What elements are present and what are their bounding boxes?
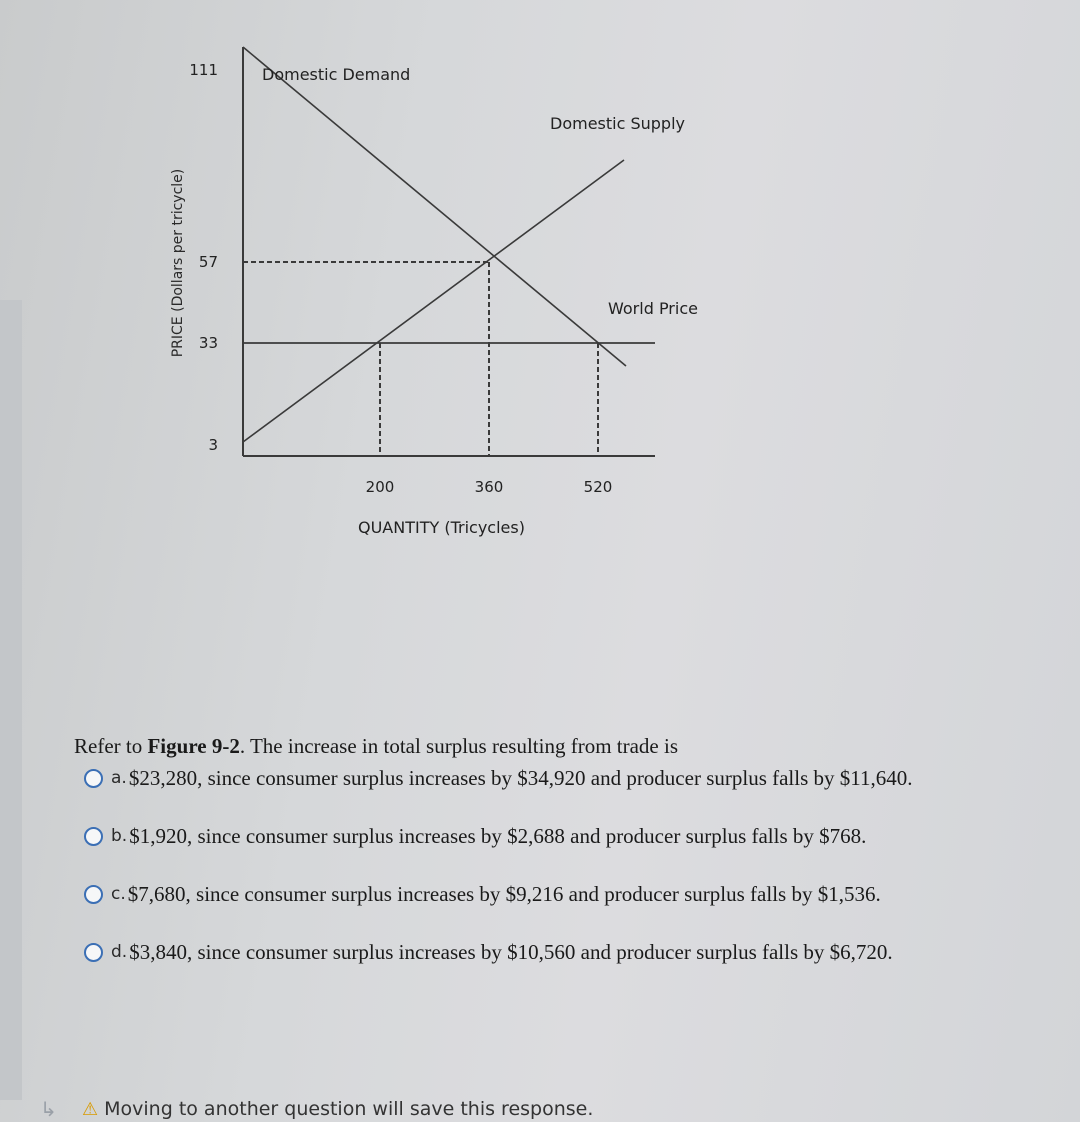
option-c-letter: c. <box>111 884 126 904</box>
option-a[interactable] <box>74 764 1074 792</box>
option-d-letter: d. <box>111 942 128 962</box>
y-axis-label: PRICE (Dollars per tricycle) <box>170 168 186 358</box>
question-block <box>74 732 1074 966</box>
save-notice <box>40 1096 593 1122</box>
series-label-domestic-supply: Domestic Supply <box>550 114 685 133</box>
y-tick-label: 33 <box>198 334 218 352</box>
y-tick-label: 3 <box>208 436 218 454</box>
radio-c[interactable] <box>84 885 103 904</box>
y-tick-label: 57 <box>198 253 218 271</box>
save-notice-text: Moving to another question will save this response. <box>104 1098 594 1120</box>
stem-suffix: . The increase in total surplus resulting from trade is <box>239 734 679 758</box>
y-tick-label: 111 <box>189 61 218 79</box>
radio-a[interactable] <box>84 769 103 788</box>
x-tick-label: 360 <box>474 478 504 496</box>
radio-d[interactable] <box>84 943 103 962</box>
option-a-letter: a. <box>111 768 127 788</box>
x-tick-label: 520 <box>583 478 613 496</box>
return-arrow-icon: ↳ <box>40 1097 57 1121</box>
question-stem <box>74 732 1074 760</box>
option-d[interactable] <box>74 938 1074 966</box>
warning-icon: ⚠ <box>82 1098 99 1120</box>
world-price-label: World Price <box>608 299 698 318</box>
option-b-text: $1,920, since consumer surplus increases by $2,688 and producer surplus falls by $768. <box>129 823 867 848</box>
series-label-domestic-demand: Domestic Demand <box>262 65 411 84</box>
x-axis-label: QUANTITY (Tricycles) <box>358 518 525 537</box>
option-c-text: $7,680, since consumer surplus increases by $9,216 and producer surplus falls by $1,536. <box>127 881 881 906</box>
option-a-text: $23,280, since consumer surplus increases by $34,920 and producer surplus falls by $11,640. <box>128 765 913 790</box>
supply-demand-figure <box>0 0 760 560</box>
option-b-letter: b. <box>111 826 128 846</box>
option-c[interactable] <box>74 880 1074 908</box>
supply-line <box>243 160 624 442</box>
stem-figure-ref: Figure 9-2 <box>147 734 240 758</box>
demand-line <box>243 47 626 366</box>
option-b[interactable] <box>74 822 1074 850</box>
x-tick-label: 200 <box>365 478 395 496</box>
option-d-text: $3,840, since consumer surplus increases by $10,560 and producer surplus falls by $6,720. <box>129 939 893 964</box>
radio-b[interactable] <box>84 827 103 846</box>
stem-prefix: Refer to <box>74 734 148 758</box>
